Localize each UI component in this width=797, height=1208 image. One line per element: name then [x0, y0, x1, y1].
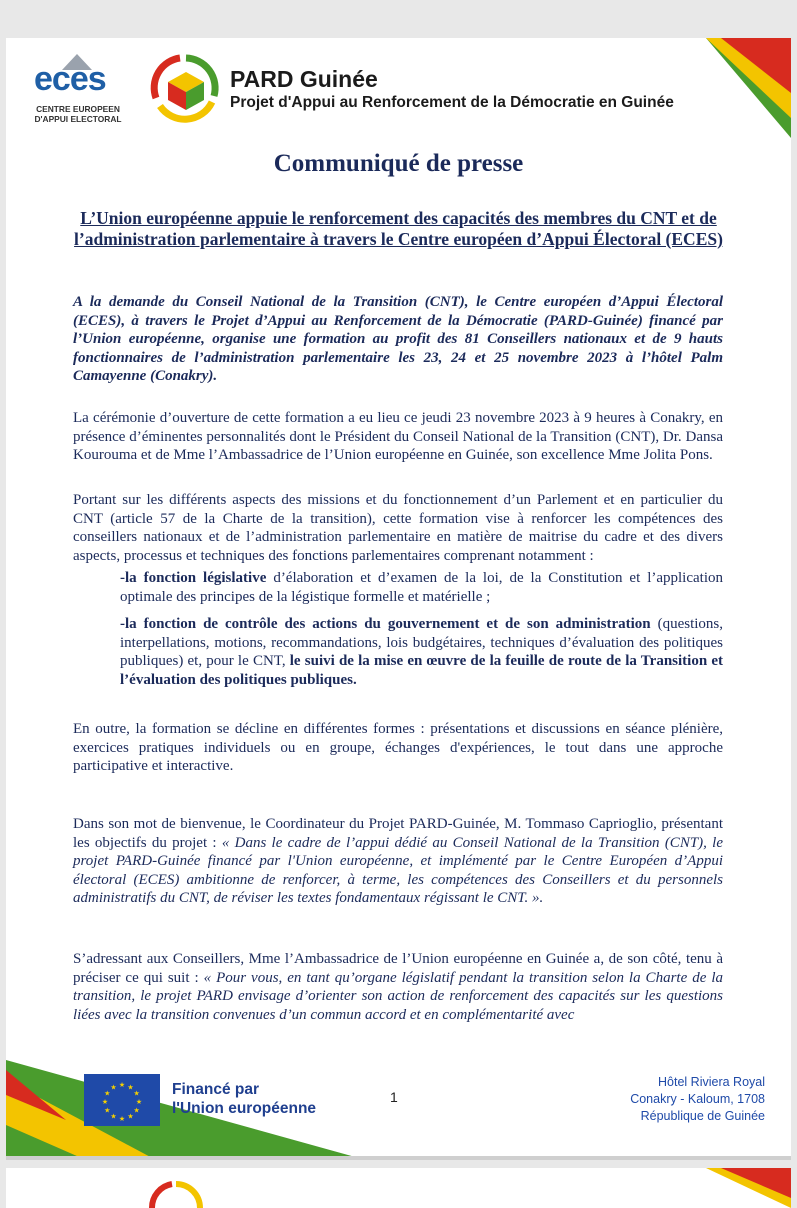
paragraph-training-scope: Portant sur les différents aspects des missions et du fonctionnement d’un Parlement et en particulier du CNT (article 57 de la Charte de la transition), cette formation vise à renforcer les compétences des conseillers nationaux et de l’administration parlementaire en matière de maitrise du cadre et des divers aspects, processus et techniques des fonctions parlementaires comprenant notamment : — [73, 492, 723, 564]
svg-text:★: ★ — [110, 1083, 117, 1092]
svg-text:★: ★ — [118, 1081, 126, 1089]
svg-text:★: ★ — [133, 1089, 140, 1098]
next-page-top — [6, 1168, 791, 1208]
bullet-legislative-bold: -la fonction législative — [120, 570, 267, 586]
corner-decoration-next-page — [661, 1168, 791, 1208]
address-line: République de Guinée — [640, 1109, 765, 1123]
svg-text:★: ★ — [118, 1115, 126, 1123]
bullet-legislative-text: d’élaboration et d’examen de la loi, de la Constitution et l’application optimale des principes de la légistique formelle et matérielle ; — [120, 570, 724, 605]
paragraph-coordinator-quote: « Dans le cadre de l’appui dédié au Conseil National de la Transition (CNT), le projet PARD-Guinée financé par l'Union européenne, et implémenté par le Centre Européen d’Appui électoral (ECES) ambitionne de renforcer, à terme, les compétences des Conseillers et du personnels administratifs du CNT, de réviser les textes fondamentaux régissant le CNT. ». — [73, 834, 724, 906]
svg-text:★: ★ — [101, 1098, 109, 1106]
svg-text:★: ★ — [110, 1112, 117, 1121]
funded-by-line1: Financé par — [172, 1081, 259, 1098]
page-number: 1 — [390, 1089, 398, 1105]
address-block — [630, 1074, 765, 1125]
bullet-legislative — [120, 569, 723, 606]
pard-title: PARD Guinée — [230, 66, 378, 92]
svg-text:★: ★ — [127, 1083, 134, 1092]
press-headline: L’Union européenne appuie le renforcement des capacités des membres du CNT et de l’administration parlementaire à travers le Centre européen d’Appui Électoral (ECES) — [74, 208, 723, 249]
paragraph-ambassador-text: S’adressant aux Conseillers, Mme l’Ambassadrice de l’Union européenne en Guinée a, de son côté, tenu à préciser ce qui suit : — [73, 951, 723, 986]
pard-logo-partial-icon — [146, 1178, 206, 1208]
bullet-control-bold: -la fonction de contrôle des actions du gouvernement et de son administration — [120, 616, 651, 632]
document-page — [6, 38, 791, 1160]
paragraph-ambassador-quote: « Pour vous, en tant qu’organe législatif pendant la transition selon la Charte de la transition, le projet PARD envisage d’orienter son action de renforcement des capacités sur les questions liées avec la transition convenues d’un commun accord et en complémentarité avec — [73, 969, 723, 1023]
lead-paragraph: A la demande du Conseil National de la Transition (CNT), le Centre européen d’Appui Électoral (ECES), à travers le Projet d’Appui au Renforcement de la Démocratie (PARD-Guinée) financé par l’Union européenne, organise une formation au profit des 81 Conseillers nationaux et de 9 hauts fonctionnaires de l’administration parlementaire les 23, 24 et 25 novembre 2023 à l’hôtel Palm Camayenne (Conakry). — [73, 294, 723, 384]
eces-logo-text: eces — [34, 60, 106, 98]
paragraph-coordinator-text: Dans son mot de bienvenue, le Coordinateur du Projet PARD-Guinée, M. Tommaso Caprioglio, présentant les objectifs du projet : — [73, 816, 723, 851]
paragraph-coordinator — [73, 815, 723, 908]
eu-flag-icon — [84, 1074, 160, 1126]
bullet-control-text: (questions, interpellations, motions, recommandations, lois budgétaires, techniques d’évaluation des politiques publiques) et, pour le CNT, — [120, 616, 723, 669]
bullet-control — [120, 615, 723, 689]
address-line: Conakry - Kaloum, 1708 — [630, 1092, 765, 1106]
svg-text:★: ★ — [133, 1106, 140, 1115]
funded-by-line2: l'Union européenne — [172, 1100, 317, 1117]
pard-logo-icon — [146, 52, 226, 124]
eces-logo-subtitle: CENTRE EUROPEEN D'APPUI ELECTORAL — [34, 104, 122, 124]
svg-text:★: ★ — [104, 1106, 111, 1115]
svg-text:★: ★ — [104, 1089, 111, 1098]
svg-text:★: ★ — [135, 1098, 143, 1106]
paragraph-training-format: En outre, la formation se décline en différentes formes : présentations et discussions en séance plénière, exercices pratiques individuels ou en groupe, échanges d'expériences, le tout dans une approche participative et interactive. — [73, 721, 723, 774]
page-title: Communiqué de presse — [273, 150, 524, 177]
eces-logo — [28, 54, 128, 124]
pard-subtitle: Projet d'Appui au Renforcement de la Démocratie en Guinée — [230, 94, 674, 111]
paragraph-ambassador — [73, 950, 723, 1024]
paragraph-opening-ceremony: La cérémonie d’ouverture de cette formation a eu lieu ce jeudi 23 novembre 2023 à 9 heures à Conakry, en présence d’éminentes personnalités dont le Président du Conseil National de la Transition (CNT), Dr. Dansa Kourouma et de Mme l’Ambassadrice de l’Union européenne en Guinée, son excellence Mme Jolita Pons. — [73, 410, 723, 463]
svg-text:★: ★ — [127, 1112, 134, 1121]
corner-decoration-top — [661, 38, 791, 138]
bullet-control-bold-end: le suivi de la mise en œuvre de la feuille de route de la Transition et l’évaluation des politiques publiques. — [120, 653, 724, 688]
address-line: Hôtel Riviera Royal — [658, 1075, 765, 1089]
